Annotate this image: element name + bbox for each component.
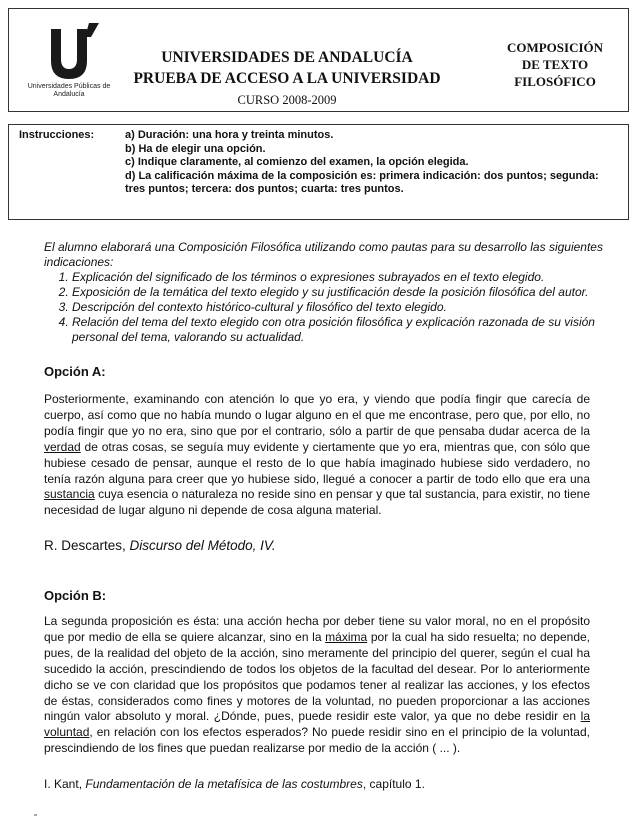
guideline-item: 1. Explicación del significado de los términos o expresiones subrayados en el texto elegido.	[72, 270, 604, 285]
logo-u-icon	[27, 23, 111, 83]
instructions-box	[8, 124, 629, 220]
scan-mark	[34, 814, 37, 816]
option-a-text-part: Posteriormente, examinando con atención lo que yo era, y viendo que podía fingir que carecía de cuerpo, así como que no había mundo o lugar alguno en el que me encontrase, pero que, por ello, no podía fingir que yo no era, sino que por el contrario, sólo a partir de que pensaba dudar acerca de la	[44, 392, 590, 438]
option-a-title: Opción A:	[44, 364, 106, 379]
instructions-list	[125, 129, 621, 197]
guideline-item: 2. Exposición de la temática del texto elegido y su justificación desde la posición filosófica del autor.	[72, 285, 604, 300]
guidelines-lead: El alumno elaborará una Composición Filosófica utilizando como pautas para su desarrollo las siguientes indicaciones:	[44, 240, 603, 269]
exam-line-1: COMPOSICIÓN	[506, 40, 604, 55]
title-line-2: PRUEBA DE ACCESO A LA UNIVERSIDAD	[133, 70, 441, 87]
option-a-text-part: de otras cosas, se seguía muy evidente y ciertamente que yo era, mientras que, con sólo que hubiese cesado de pensar, aunque el resto de lo que había imaginado hubiese sido verdadero, no tenía razón alguna para creer que yo hubiese sido, llegué a conocer a partir de todo ello que era una	[44, 439, 590, 486]
guideline-item: 4. Relación del tema del texto elegido con otra posición filosófica y explicación razonada de su visión personal del tema, valorando su actualidad.	[72, 315, 604, 345]
guidelines-list	[44, 270, 604, 345]
option-b-term-maxima: máxima	[325, 629, 368, 644]
title-line-1: UNIVERSIDADES DE ANDALUCÍA	[161, 49, 413, 66]
university-logo	[27, 23, 111, 103]
option-b-chapter: , capítulo 1.	[362, 777, 425, 791]
option-b-text-part: La segunda proposición es ésta: una acción hecha por deber tiene su valor moral, no en el propósito que por medio de ella se quiere alcanzar, sino en la	[44, 614, 590, 644]
exam-name	[483, 39, 627, 90]
option-a-text-part: cuya esencia o naturaleza no reside sino en pensar y que tal sustancia, para existir, no tiene necesidad de lugar alguno ni depende de cosa alguna material.	[44, 487, 590, 518]
option-a-source	[44, 538, 276, 553]
instructions-label: Instrucciones:	[19, 129, 95, 141]
option-a-work: Discurso del Método, IV.	[129, 538, 276, 553]
option-a-term-sustancia: sustancia	[44, 487, 95, 502]
option-b-author: I. Kant,	[44, 777, 83, 791]
course-year: CURSO 2008-2009	[237, 93, 337, 107]
guideline-item: 3. Descripción del contexto histórico-cultural y filosófico del texto elegido.	[72, 300, 604, 315]
option-b-text	[44, 614, 590, 757]
page-title	[127, 47, 447, 89]
exam-line-2: DE TEXTO	[521, 57, 589, 72]
option-b-source	[44, 777, 425, 791]
composition-guidelines	[44, 240, 604, 345]
option-a-text	[44, 392, 590, 519]
instruction-item: c) Indique claramente, al comienzo del examen, la opción elegida.	[125, 156, 469, 169]
option-a-author: R. Descartes,	[44, 538, 126, 553]
instruction-item: d) La calificación máxima de la composición es: primera indicación: dos puntos; segunda: tres puntos; tercera: dos puntos; cuarta: tres puntos.	[125, 169, 599, 196]
option-b-title: Opción B:	[44, 588, 107, 603]
instruction-item: b) Ha de elegir una opción.	[125, 142, 266, 155]
exam-line-3: FILOSÓFICO	[514, 74, 596, 89]
exam-header	[8, 8, 629, 112]
option-b-text-part: por la cual ha sido resuelta; no depende, pues, de la realidad del objeto de la acción, sino meramente del principio del querer, según el cual ha sucedido la acción, prescindiendo de todos los objetos de la facultad del desear. Por lo anteriormente dicho se ve con claridad que los propósitos que podamos tener al realizar las acciones, y los efectos de éstas, considerados como fines y motores de la voluntad, no pueden proporcionar a las acciones ningún valor absoluto y moral. ¿Dónde, pues, puede residir este valor, ya que no debe residir en	[44, 629, 590, 724]
logo-caption: Universidades Públicas de Andalucía	[27, 83, 111, 98]
instruction-item: a) Duración: una hora y treinta minutos.	[125, 129, 334, 141]
option-a-term-verdad: verdad	[44, 439, 81, 454]
option-b-text-part: , en relación con los efectos esperados? No puede residir sino en el principio de la voluntad, prescindiendo de los fines que puedan realizarse por medio de la acción ( ... ).	[44, 725, 590, 756]
option-b-work: Fundamentación de la metafísica de las costumbres	[85, 777, 363, 791]
option-b-term-voluntad: la voluntad	[44, 709, 590, 740]
